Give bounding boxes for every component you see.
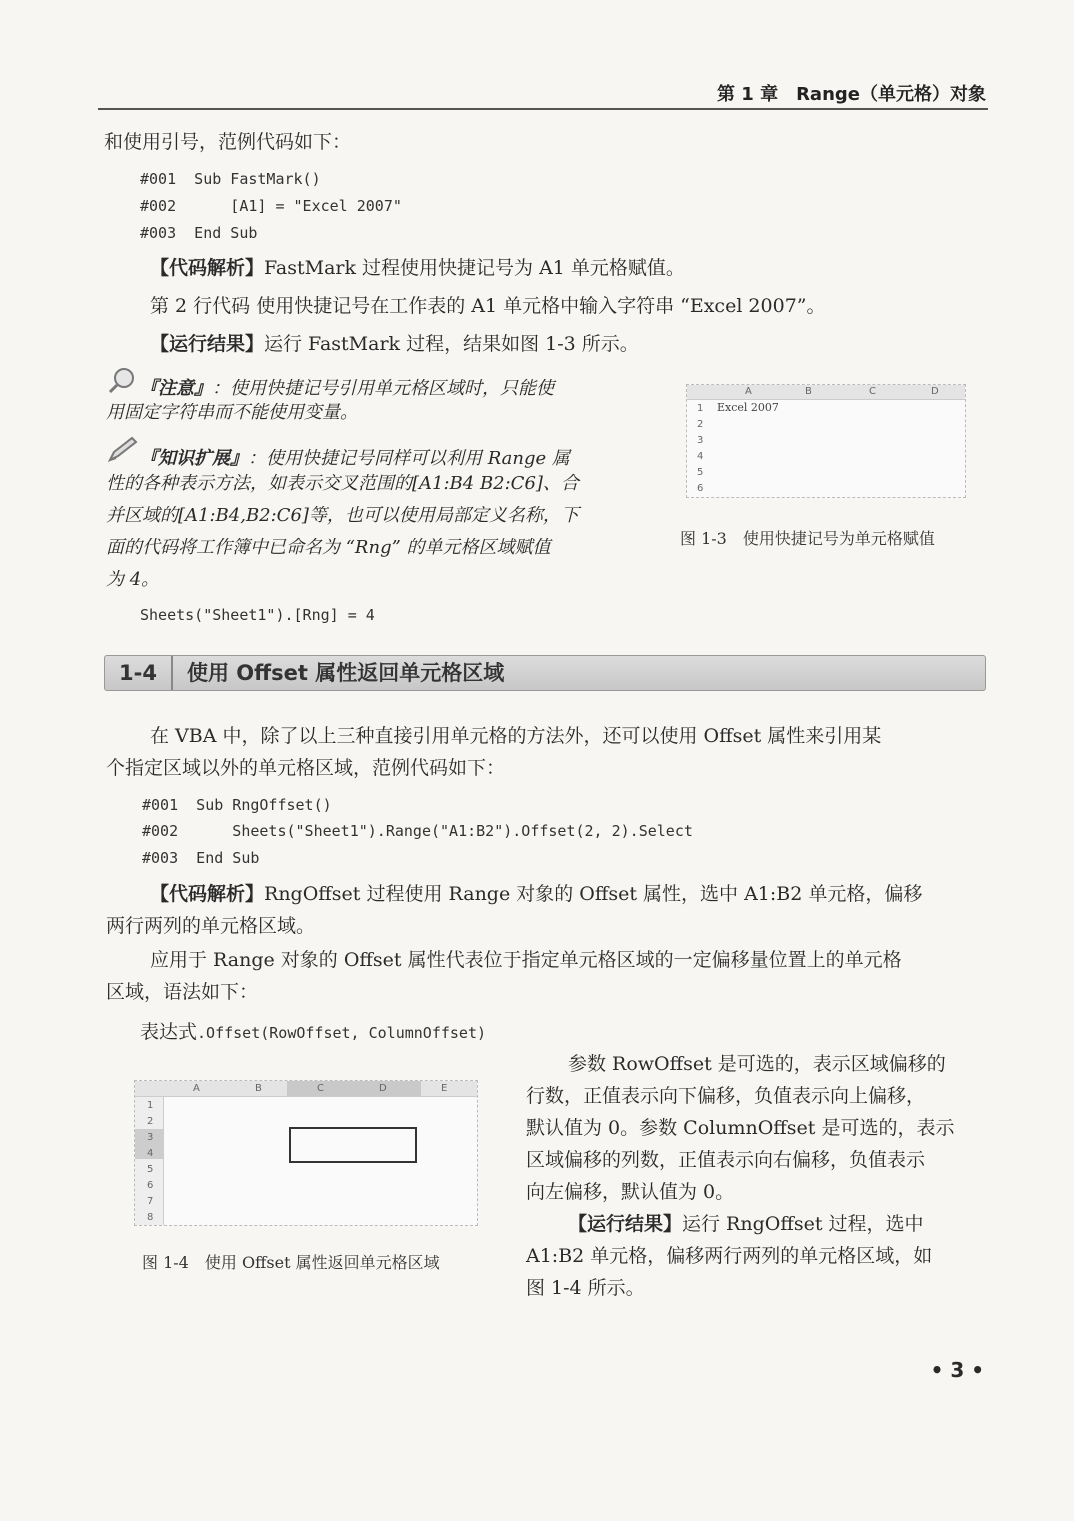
syntax-line	[140, 1016, 486, 1048]
ext-label: 『知识扩展』	[140, 448, 248, 469]
syntax-prefix: 表达式	[140, 1021, 198, 1043]
code-line-3: #003 End Sub	[140, 224, 258, 242]
fig3-row-2: 2	[697, 419, 704, 430]
note-line-2: 用固定字符串而不能使用变量。	[106, 402, 358, 423]
fig4-col-a: A	[193, 1083, 200, 1094]
result2-line-1: 运行 RngOffset 过程，选中	[682, 1213, 924, 1235]
section-title: 使用 Offset 属性返回单元格区域	[186, 661, 505, 685]
result-text: 运行 FastMark 过程，结果如图 1-3 所示。	[264, 333, 639, 355]
para2-line-2: 区域，语法如下：	[106, 981, 259, 1003]
fig4-caption: 图 1-4 使用 Offset 属性返回单元格区域	[142, 1253, 440, 1272]
fig4-row-1: 1	[147, 1100, 154, 1111]
note-line-1: ：使用快捷记号引用单元格区域时，只能使	[212, 378, 554, 399]
fig3-col-header	[687, 385, 965, 400]
pencil-icon	[106, 436, 140, 464]
fig3-col-d: D	[931, 386, 939, 397]
analysis-label: 【代码解析】	[150, 257, 265, 279]
code2-line-1: #001 Sub RngOffset()	[142, 796, 332, 814]
header-rule	[98, 108, 988, 110]
code2-line-3: #003 End Sub	[142, 849, 260, 867]
result2-line-3: 图 1-4 所示。	[526, 1277, 645, 1299]
analysis2-line-2: 两行两列的单元格区域。	[106, 915, 316, 937]
fig3-row-6: 6	[697, 483, 704, 494]
ext-line-3: 并区域的[A1:B4,B2:C6]等，也可以使用局部定义名称，下	[106, 505, 579, 526]
analysis-1	[150, 252, 685, 284]
fig4-row-5: 5	[147, 1164, 154, 1175]
result-1	[150, 328, 639, 360]
para3-line-4: 区域偏移的列数，正值表示向右偏移，负值表示	[526, 1149, 926, 1171]
fig3-row-3: 3	[697, 435, 704, 446]
fig3-col-a: A	[745, 386, 752, 397]
intro-line: 和使用引号，范例代码如下：	[104, 131, 352, 153]
code2-line-2: #002 Sheets("Sheet1").Range("A1:B2").Offset(2, 2).Select	[142, 822, 693, 840]
code-line-1: #001 Sub FastMark()	[140, 170, 321, 188]
syntax-code: .Offset(RowOffset, ColumnOffset)	[197, 1024, 486, 1042]
para3-line-5: 向左偏移，默认值为 0。	[526, 1181, 735, 1203]
fig4-row-4: 4	[147, 1148, 154, 1159]
fig4-col-c: C	[317, 1083, 324, 1094]
figure-1-4	[134, 1080, 478, 1226]
fig3-caption: 图 1-3 使用快捷记号为单元格赋值	[680, 529, 935, 548]
line2-note: 第 2 行代码 使用快捷记号在工作表的 A1 单元格中输入字符串 “Excel 2007”。	[150, 295, 826, 317]
section-heading	[104, 655, 986, 691]
fig4-col-b: B	[255, 1083, 262, 1094]
chapter-header: 第 1 章 Range（单元格）对象	[717, 84, 986, 105]
para3-line-1: 参数 RowOffset 是可选的，表示区域偏移的	[568, 1053, 946, 1075]
para3-line-3: 默认值为 0。参数 ColumnOffset 是可选的，表示	[526, 1117, 955, 1139]
fig4-row-7: 7	[147, 1196, 154, 1207]
fig3-row-4: 4	[697, 451, 704, 462]
analysis-text: FastMark 过程使用快捷记号为 A1 单元格赋值。	[264, 257, 685, 279]
result2-label: 【运行结果】	[568, 1213, 683, 1235]
analysis2-label: 【代码解析】	[150, 883, 265, 905]
para1-line-1: 在 VBA 中，除了以上三种直接引用单元格的方法外，还可以使用 Offset 属性来引用某	[150, 725, 882, 747]
fig4-col-e: E	[441, 1083, 448, 1094]
ext-line-4: 面的代码将工作簿中已命名为 “Rng” 的单元格区域赋值	[106, 537, 551, 558]
ext-line-1: ：使用快捷记号同样可以利用 Range 属	[248, 448, 570, 469]
fig3-col-c: C	[869, 386, 876, 397]
code-line-2: #002 [A1] = "Excel 2007"	[140, 197, 402, 215]
analysis2-line-1: RngOffset 过程使用 Range 对象的 Offset 属性，选中 A1:B2 单元格，偏移	[264, 883, 923, 905]
para2-line-1: 应用于 Range 对象的 Offset 属性代表位于指定单元格区域的一定偏移量位置上的单元格	[150, 949, 902, 971]
ext-line-5: 为 4。	[106, 569, 160, 590]
fig4-row-2: 2	[147, 1116, 154, 1127]
fig3-col-b: B	[805, 386, 812, 397]
fig4-col-d: D	[379, 1083, 387, 1094]
magnifier-icon	[106, 366, 140, 394]
para1-line-2: 个指定区域以外的单元格区域，范例代码如下：	[106, 757, 506, 779]
result-2	[568, 1208, 924, 1240]
fig3-cell-a1: Excel 2007	[717, 401, 779, 414]
note-label: 『注意』	[140, 378, 212, 399]
page-number: • 3 •	[930, 1358, 984, 1382]
fig3-row-5: 5	[697, 467, 704, 478]
fig4-row-8: 8	[147, 1212, 154, 1223]
code-sheets: Sheets("Sheet1").[Rng] = 4	[140, 606, 375, 624]
fig4-col-highlight	[287, 1081, 421, 1096]
ext-line-2: 性的各种表示方法，如表示交叉范围的[A1:B4 B2:C6]、合	[106, 473, 579, 494]
fig4-selection	[289, 1127, 417, 1163]
para3-line-2: 行数，正值表示向下偏移，负值表示向上偏移，	[526, 1085, 926, 1107]
fig4-row-3: 3	[147, 1132, 154, 1143]
figure-1-3	[686, 384, 966, 498]
analysis-2	[150, 878, 922, 910]
result2-line-2: A1:B2 单元格，偏移两行两列的单元格区域，如	[526, 1245, 933, 1267]
section-number: 1-4	[105, 656, 173, 690]
fig3-row-1: 1	[697, 403, 704, 414]
result-label: 【运行结果】	[150, 333, 265, 355]
fig4-row-6: 6	[147, 1180, 154, 1191]
